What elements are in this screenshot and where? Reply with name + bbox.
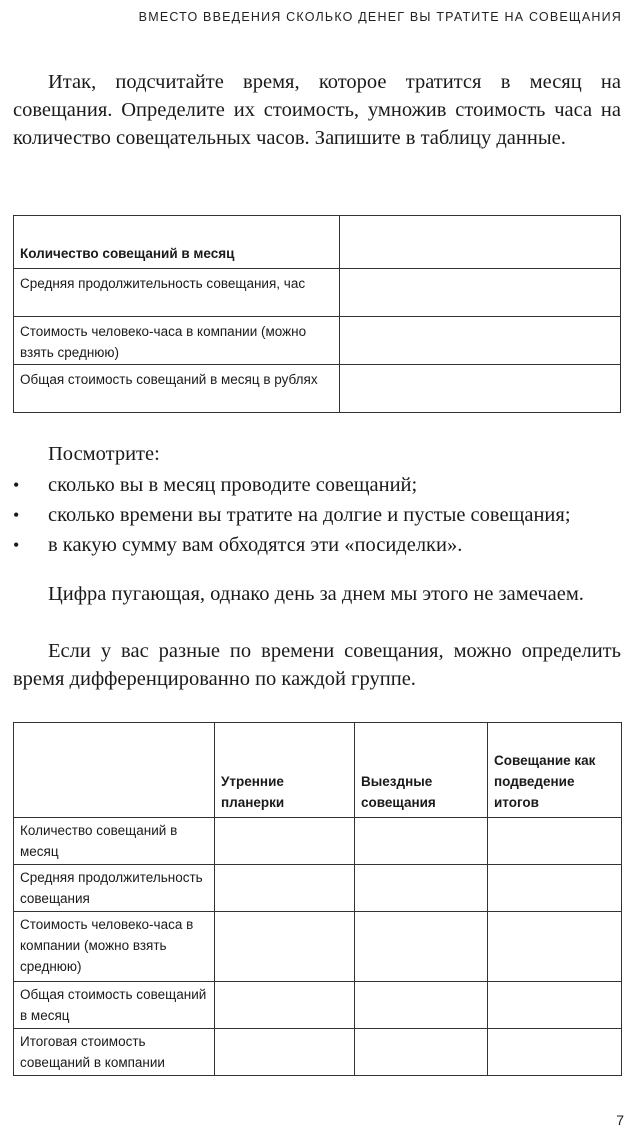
value-cell bbox=[215, 865, 355, 912]
table-row bbox=[14, 1029, 622, 1076]
table-row bbox=[14, 216, 621, 269]
column-header: Совещание как подведение итогов bbox=[488, 723, 622, 818]
value-cell bbox=[488, 865, 622, 912]
value-cell bbox=[340, 269, 621, 317]
running-head: ВМЕСТО ВВЕДЕНИЯ СКОЛЬКО ДЕНЕГ ВЫ ТРАТИТЕ НА СОВЕЩАНИЯ bbox=[138, 10, 622, 24]
bullet-icon: • bbox=[13, 475, 20, 495]
list-item-text: сколько вы в месяц проводите совещаний; bbox=[48, 474, 418, 496]
row-label: Средняя продолжительность совещания bbox=[14, 865, 215, 912]
table-row bbox=[14, 818, 622, 865]
value-cell bbox=[340, 365, 621, 413]
column-header: Утренние планерки bbox=[215, 723, 355, 818]
table-row bbox=[14, 269, 621, 317]
list-item-text: в какую сумму вам обходятся эти «посиделки». bbox=[48, 534, 463, 556]
value-cell bbox=[215, 818, 355, 865]
row-label: Общая стоимость совещаний в месяц bbox=[14, 982, 215, 1029]
list-item bbox=[13, 530, 625, 560]
value-cell bbox=[355, 818, 488, 865]
value-cell bbox=[488, 818, 622, 865]
table-row bbox=[14, 865, 622, 912]
value-cell bbox=[355, 982, 488, 1029]
intro-paragraph: Итак, подсчитайте время, которое тратится в месяц на совещания. Определите их стоимость, умножив стоимость часа на количество совещательных часов. Запишите в таблицу данные. bbox=[13, 71, 621, 149]
table-row bbox=[14, 982, 622, 1029]
value-cell bbox=[488, 1029, 622, 1076]
row-label: Стоимость человеко-часа в компании (можно взять среднюю) bbox=[14, 317, 340, 365]
row-label: Общая стоимость совещаний в месяц в рублях bbox=[14, 365, 340, 413]
value-cell bbox=[340, 216, 621, 269]
value-cell bbox=[215, 912, 355, 982]
value-cell bbox=[355, 912, 488, 982]
value-cell bbox=[215, 982, 355, 1029]
list-item bbox=[13, 500, 625, 530]
look-heading: Посмотрите: bbox=[48, 443, 160, 465]
value-cell bbox=[355, 865, 488, 912]
row-label: Итоговая стоимость совещаний в компании bbox=[14, 1029, 215, 1076]
value-cell bbox=[355, 1029, 488, 1076]
value-cell bbox=[215, 1029, 355, 1076]
list-item bbox=[13, 470, 625, 500]
row-label: Стоимость человеко-часа в компании (можно взять среднюю) bbox=[14, 912, 215, 982]
table-row bbox=[14, 912, 622, 982]
table-header-row bbox=[14, 723, 622, 818]
row-label: Количество совещаний в месяц bbox=[14, 818, 215, 865]
value-cell bbox=[488, 912, 622, 982]
row-label: Средняя продолжительность совещания, час bbox=[14, 269, 340, 317]
monthly-cost-table bbox=[13, 215, 621, 413]
bullet-list bbox=[13, 470, 625, 560]
row-label: Количество совещаний в месяц bbox=[14, 216, 340, 269]
group-cost-table bbox=[13, 722, 622, 1076]
value-cell bbox=[340, 317, 621, 365]
table-row bbox=[14, 317, 621, 365]
page-number: 7 bbox=[616, 1112, 624, 1128]
paragraph-3: Если у вас разные по времени совещания, можно определить время дифференцированно по каждой группе. bbox=[13, 640, 621, 690]
list-item-text: сколько времени вы тратите на долгие и пустые совещания; bbox=[48, 504, 571, 526]
column-header: Выездные совещания bbox=[355, 723, 488, 818]
paragraph-2: Цифра пугающая, однако день за днем мы этого не замечаем. bbox=[48, 583, 584, 605]
value-cell bbox=[488, 982, 622, 1029]
bullet-icon: • bbox=[13, 535, 20, 555]
bullet-icon: • bbox=[13, 505, 20, 525]
table-row bbox=[14, 365, 621, 413]
column-header bbox=[14, 723, 215, 818]
